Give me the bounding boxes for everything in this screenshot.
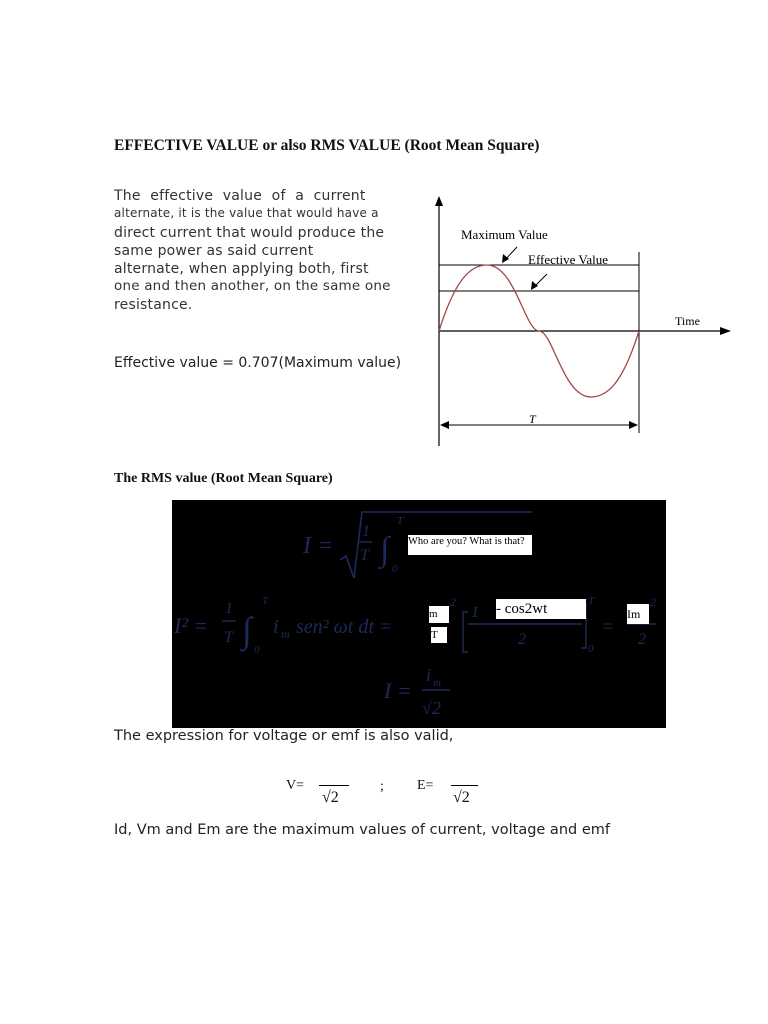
svg-text:m: m xyxy=(433,677,441,689)
svg-text:i: i xyxy=(426,665,432,685)
v-fraction-bar xyxy=(319,785,349,786)
paragraph-line: The effective value of a current xyxy=(114,188,366,204)
maximum-value-label: Maximum Value xyxy=(461,227,548,242)
rms-heading: The RMS value (Root Mean Square) xyxy=(114,471,333,486)
voltage-intro: The expression for voltage or emf is also valid, xyxy=(114,728,454,744)
svg-text:∫: ∫ xyxy=(242,610,252,650)
svg-text:sen² ωt dt =: sen² ωt dt = xyxy=(296,616,393,638)
effective-value-label: Effective Value xyxy=(528,252,609,267)
svg-text:I² =: I² = xyxy=(174,613,209,638)
period-label: T xyxy=(529,412,536,426)
formula-separator: ; xyxy=(380,779,384,794)
svg-text:T: T xyxy=(360,547,369,564)
closing-sentence: Id, Vm and Em are the maximum values of current, voltage and emf xyxy=(114,822,610,838)
svg-text:I =: I = xyxy=(384,678,412,703)
svg-text:1: 1 xyxy=(471,604,479,621)
document-title: EFFECTIVE VALUE or also RMS VALUE (Root Mean Square) xyxy=(114,137,540,154)
vertical-axis-arrow xyxy=(435,196,443,206)
time-axis-arrow xyxy=(720,327,731,335)
svg-text:2: 2 xyxy=(450,595,456,609)
svg-text:0: 0 xyxy=(392,563,398,575)
effective-value-formula: Effective value = 0.707(Maximum value) xyxy=(114,355,402,371)
e-label: E= xyxy=(417,778,434,793)
svg-text:1: 1 xyxy=(225,600,233,617)
svg-text:0: 0 xyxy=(588,643,594,655)
v-label: V= xyxy=(286,778,305,793)
paragraph-line: one and then another, on the same one xyxy=(114,278,391,294)
e-sqrt2: √2 xyxy=(453,789,470,806)
svg-text:T: T xyxy=(588,595,595,607)
svg-text:m: m xyxy=(281,627,290,641)
svg-text:√2: √2 xyxy=(422,698,441,718)
svg-text:2: 2 xyxy=(518,631,526,648)
paragraph-line: alternate, when applying both, first xyxy=(114,261,369,277)
time-label: Time xyxy=(675,314,700,328)
svg-text:T: T xyxy=(262,595,269,607)
period-right-arrow xyxy=(629,421,638,429)
svg-text:I =: I = xyxy=(303,533,334,559)
svg-text:0: 0 xyxy=(254,644,260,656)
question-overlay: Who are you? What is that? xyxy=(408,535,532,555)
e-fraction-bar xyxy=(451,785,478,786)
svg-text:T: T xyxy=(224,629,233,646)
svg-text:=: = xyxy=(601,616,615,638)
sine-wave-diagram xyxy=(400,190,740,452)
im-overlay: m xyxy=(429,606,449,623)
paragraph-line: resistance. xyxy=(114,297,193,313)
svg-text:2: 2 xyxy=(638,631,646,648)
paragraph-line: alternate, it is the value that would have a xyxy=(114,206,379,220)
svg-text:∫: ∫ xyxy=(380,531,390,568)
t-overlay: T xyxy=(431,627,447,643)
svg-text:T: T xyxy=(397,515,404,527)
paragraph-line: direct current that would produce the xyxy=(114,225,385,241)
rms-formula-image xyxy=(172,500,666,728)
max-pointer-arrowhead xyxy=(502,254,509,263)
v-sqrt2: √2 xyxy=(322,789,339,806)
period-left-arrow xyxy=(440,421,449,429)
paragraph-line: same power as said current xyxy=(114,243,314,259)
svg-text:1: 1 xyxy=(362,523,370,540)
im2-overlay: Im xyxy=(627,604,649,624)
svg-text:i: i xyxy=(273,616,279,638)
eff-pointer-arrowhead xyxy=(531,281,538,290)
cos-overlay: - cos2wt xyxy=(496,599,586,619)
svg-text:2: 2 xyxy=(650,595,656,609)
